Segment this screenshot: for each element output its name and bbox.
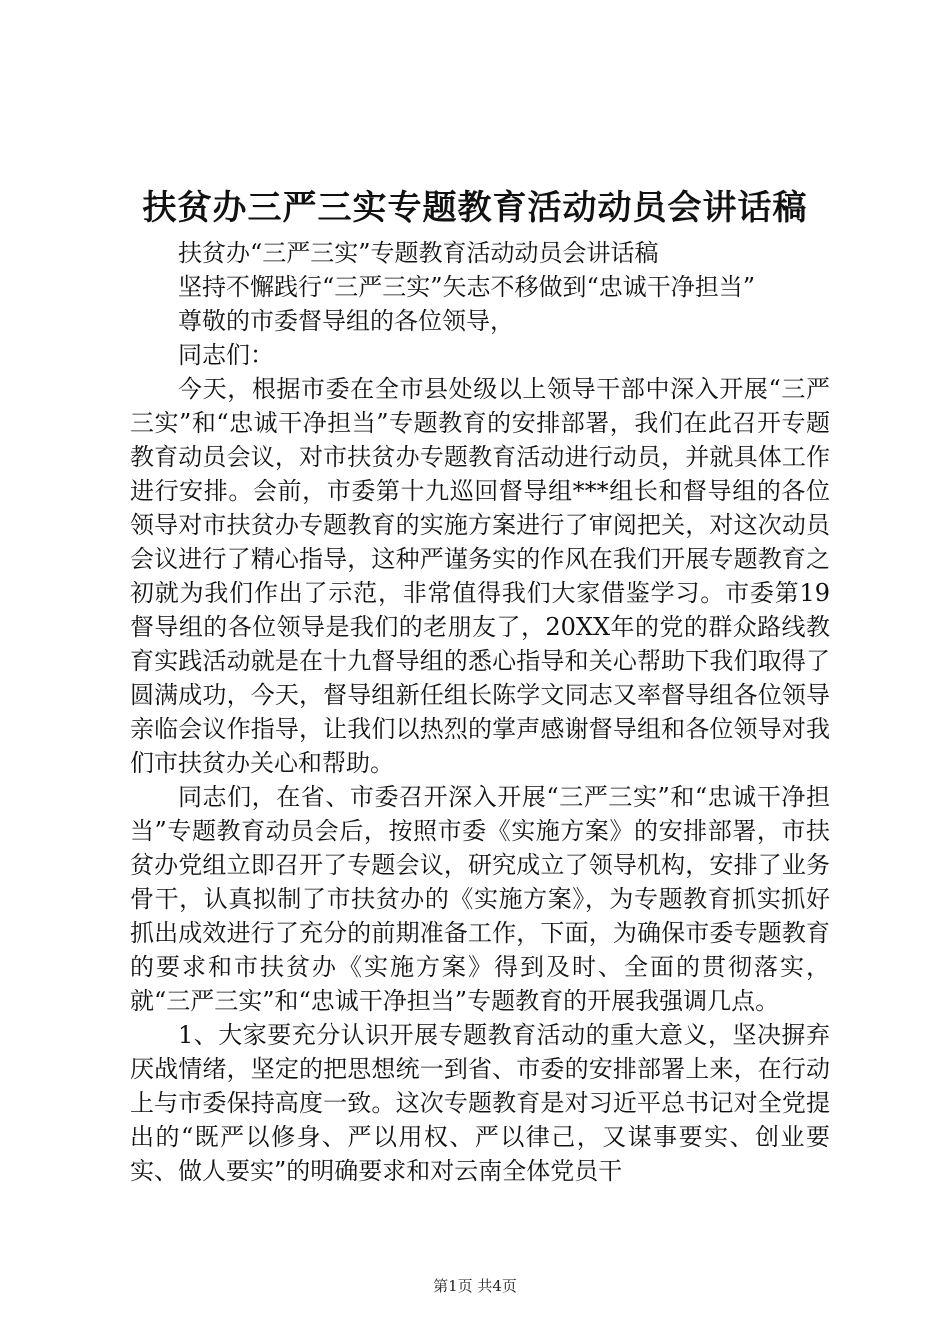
paragraph-slogan: 坚持不懈践行“三严三实”矢志不移做到“忠诚干净担当” (178, 273, 756, 301)
document-title: 扶贫办三严三实专题教育活动动员会讲话稿 (142, 188, 808, 228)
paragraph-body: 同志们，在省、市委召开深入开展“三严三实”和“忠诚干净担当”专题教育动员会后，按照市委《实施方案》的安排部署，市扶贫办党组立即召开了专题会议，研究成立了领导机构，安排了业务骨干，认真拟制了市扶贫办的《实施方案》，为专题教育抓实抓好抓出成效进行了充分的前期准备工作，下面，为确保市委专题教育的要求和市扶贫办《实施方案》得到及时、全面的贯彻落实，就“三严三实”和“忠诚干净担当”专题教育的开展我强调几点。 (130, 783, 830, 1015)
page-number-footer: 第1页 共4页 (433, 1277, 517, 1295)
paragraph-salutation: 尊敬的市委督导组的各位领导， (178, 307, 514, 335)
paragraph-body: 今天，根据市委在全市县处级以上领导干部中深入开展“三严三实”和“忠诚干净担当”专题教育的安排部署，我们在此召开专题教育动员会议，对市扶贫办专题教育活动进行动员，并就具体工作进行安排。会前，市委第十九巡回督导组***组长和督导组的各位领导对市扶贫办专题教育的实施方案进行了审阅把关，对这次动员会议进行了精心指导，这种严谨务实的作风在我们开展专题教育之初就为我们作出了示范，非常值得我们大家借鉴学习。市委第19督导组的各位领导是我们的老朋友了，20XX年的党的群众路线教育实践活动就是在十九督导组的悉心指导和关心帮助下我们取得了圆满成功，今天，督导组新任组长陈学文同志又率督导组各位领导亲临会议作指导，让我们以热烈的掌声感谢督导组和各位领导对我们市扶贫办关心和帮助。 (130, 375, 830, 777)
paragraph-subtitle: 扶贫办“三严三实”专题教育活动动员会讲话稿 (178, 239, 659, 267)
paragraph-greeting: 同志们： (178, 341, 274, 369)
document-body (130, 236, 830, 1188)
paragraph-body: 1、大家要充分认识开展专题教育活动的重大意义，坚决摒弃厌战情绪，坚定的把思想统一到省、市委的安排部署上来，在行动上与市委保持高度一致。这次专题教育是对习近平总书记对全党提出的“既严以修身、严以用权、严以律己，又谋事要实、创业要实、做人要实”的明确要求和对云南全体党员干 (130, 1021, 830, 1185)
